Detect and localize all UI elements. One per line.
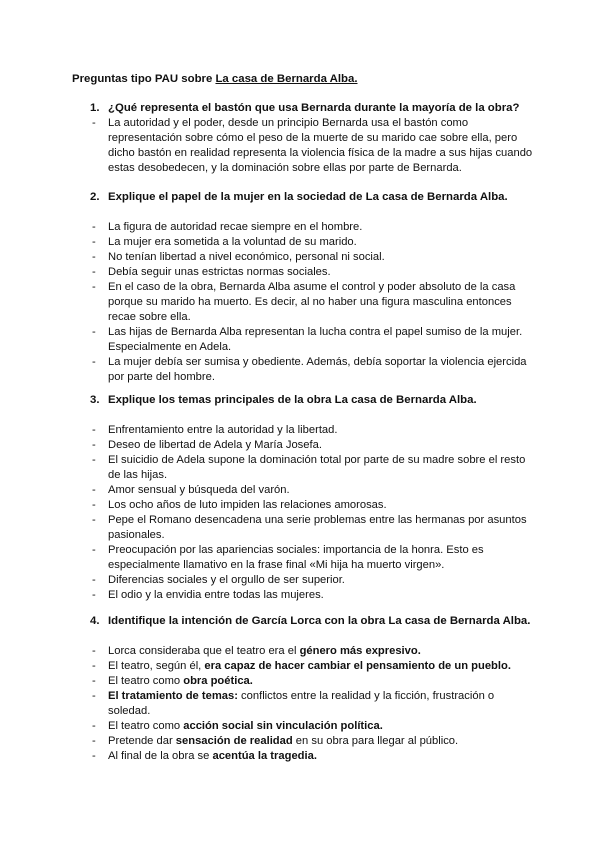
answer-text: La mujer debía ser sumisa y obediente. Además, debía soportar la violencia ejercida por parte del hombre. [108,356,527,383]
dash-bullet: - [92,281,96,293]
dash-bullet: - [92,499,96,511]
answer-text: El suicidio de Adela supone la dominación total por parte de su madre sobre el resto de las hijas. [108,454,526,481]
answer-text: La figura de autoridad recae siempre en el hombre. [108,221,363,233]
answer-text-bold: acción social sin vinculación política. [183,720,383,732]
dash-bullet: - [92,326,96,338]
dash-bullet: - [92,439,96,451]
question-heading [90,101,532,116]
answer-item [72,719,538,734]
dash-bullet: - [92,645,96,657]
answer-text-bold: acentúa la tragedia. [212,750,317,762]
answer-item [72,644,538,659]
answer-item [72,235,538,250]
dash-bullet: - [92,484,96,496]
dash-bullet: - [92,251,96,263]
answer-text: Amor sensual y búsqueda del varón. [108,484,290,496]
answer-text: Deseo de libertad de Adela y María Josefa. [108,439,322,451]
dash-bullet: - [92,544,96,556]
answer-text: Las hijas de Bernarda Alba representan la lucha contra el papel sumiso de la mujer. Especialmente en Adela. [108,326,523,353]
answer-text: Los ocho años de luto impiden las relaciones amorosas. [108,499,387,511]
answer-item [72,689,538,719]
answer-item [72,265,538,280]
answer-text: Al final de la obra se [108,750,213,762]
answer-text: Pretende dar [108,735,176,747]
question-text: Identifique la intención de García Lorca con la obra La casa de Bernarda Alba. [108,615,531,627]
answer-list [72,644,532,764]
question-number: 1. [90,102,100,114]
dash-bullet: - [92,514,96,526]
question-number: 2. [90,191,100,203]
answer-list [72,423,532,603]
dash-bullet: - [92,117,96,129]
answer-item [72,423,538,438]
answer-item [72,438,538,453]
answer-text: Diferencias sociales y el orgullo de ser superior. [108,574,345,586]
dash-bullet: - [92,236,96,248]
dash-bullet: - [92,356,96,368]
question-3 [72,393,532,603]
answer-text: Debía seguir unas estrictas normas sociales. [108,266,331,278]
answer-text: conflictos entre la realidad y la ficción, frustración o soledad. [108,690,495,717]
dash-bullet: - [92,750,96,762]
dash-bullet: - [92,424,96,436]
dash-bullet: - [92,690,96,702]
answer-text: Preocupación por las apariencias sociales: importancia de la honra. Esto es especialmente llamativo en la frase final «Mi hija ha muerto virgen». [108,544,484,571]
dash-bullet: - [92,720,96,732]
answer-text: En el caso de la obra, Bernarda Alba asume el control y poder absoluto de la casa porque su marido ha muerto. Es decir, al no haber una figura masculina entonces recae sobre ella. [108,281,516,323]
answer-text: El teatro como [108,675,184,687]
question-number: 4. [90,615,100,627]
answer-text: Lorca consideraba que el teatro era el [108,645,300,657]
answer-item [72,250,538,265]
answer-list [72,220,532,385]
dash-bullet: - [92,454,96,466]
answer-item [72,734,538,749]
answer-item [72,280,538,325]
answer-text: El teatro, según él, [108,660,205,672]
answer-text: Enfrentamiento entre la autoridad y la libertad. [108,424,338,436]
answer-text: La mujer era sometida a la voluntad de su marido. [108,236,357,248]
answer-text: No tenían libertad a nivel económico, personal ni social. [108,251,385,263]
answer-item [72,674,538,689]
question-text: ¿Qué representa el bastón que usa Bernarda durante la mayoría de la obra? [108,102,520,114]
answer-text-bold: género más expresivo. [299,645,421,657]
question-heading [90,393,532,408]
question-heading [90,190,532,205]
answer-item [72,573,538,588]
answer-text: El teatro como [108,720,184,732]
answer-text-bold: El tratamiento de temas: [108,690,238,702]
answer-item [72,588,538,603]
answer-text-bold: obra poética. [183,675,253,687]
answer-item [72,325,538,355]
dash-bullet: - [92,735,96,747]
answer-item [72,116,538,176]
answer-text-bold: era capaz de hacer cambiar el pensamiento de un pueblo. [204,660,511,672]
question-1 [72,101,532,176]
answer-item [72,355,538,385]
dash-bullet: - [92,266,96,278]
answer-text: en su obra para llegar al público. [292,735,459,747]
answer-text: El odio y la envidia entre todas las mujeres. [108,589,324,601]
title-work: La casa de Bernarda Alba. [215,73,358,85]
answer-list [72,116,532,176]
answer-text-bold: sensación de realidad [175,735,293,747]
answer-item [72,498,538,513]
dash-bullet: - [92,574,96,586]
answer-item [72,220,538,235]
dash-bullet: - [92,589,96,601]
answer-text: La autoridad y el poder, desde un principio Bernarda usa el bastón como representación sobre cómo el peso de la muerte de su marido cae sobre ella, pero dicho bastón en realidad representa la violencia física de la madre a sus hijas cuando estas desobedecen, y la dominación sobre ellas por parte de Bernarda. [108,117,533,174]
answer-item [72,483,538,498]
question-text: Explique los temas principales de la obra La casa de Bernarda Alba. [108,394,477,406]
page-title [72,73,358,85]
question-text: Explique el papel de la mujer en la sociedad de La casa de Bernarda Alba. [108,191,508,203]
question-4 [72,614,532,764]
dash-bullet: - [92,221,96,233]
question-2 [72,190,532,385]
answer-text: Pepe el Romano desencadena una serie problemas entre las hermanas por asuntos pasionales. [108,514,527,541]
answer-item [72,453,538,483]
answer-item [72,543,538,573]
dash-bullet: - [92,660,96,672]
question-number: 3. [90,394,100,406]
question-heading [90,614,532,629]
title-prefix: Preguntas tipo PAU sobre [72,73,216,85]
answer-item [72,513,538,543]
answer-item [72,749,538,764]
dash-bullet: - [92,675,96,687]
answer-item [72,659,538,674]
